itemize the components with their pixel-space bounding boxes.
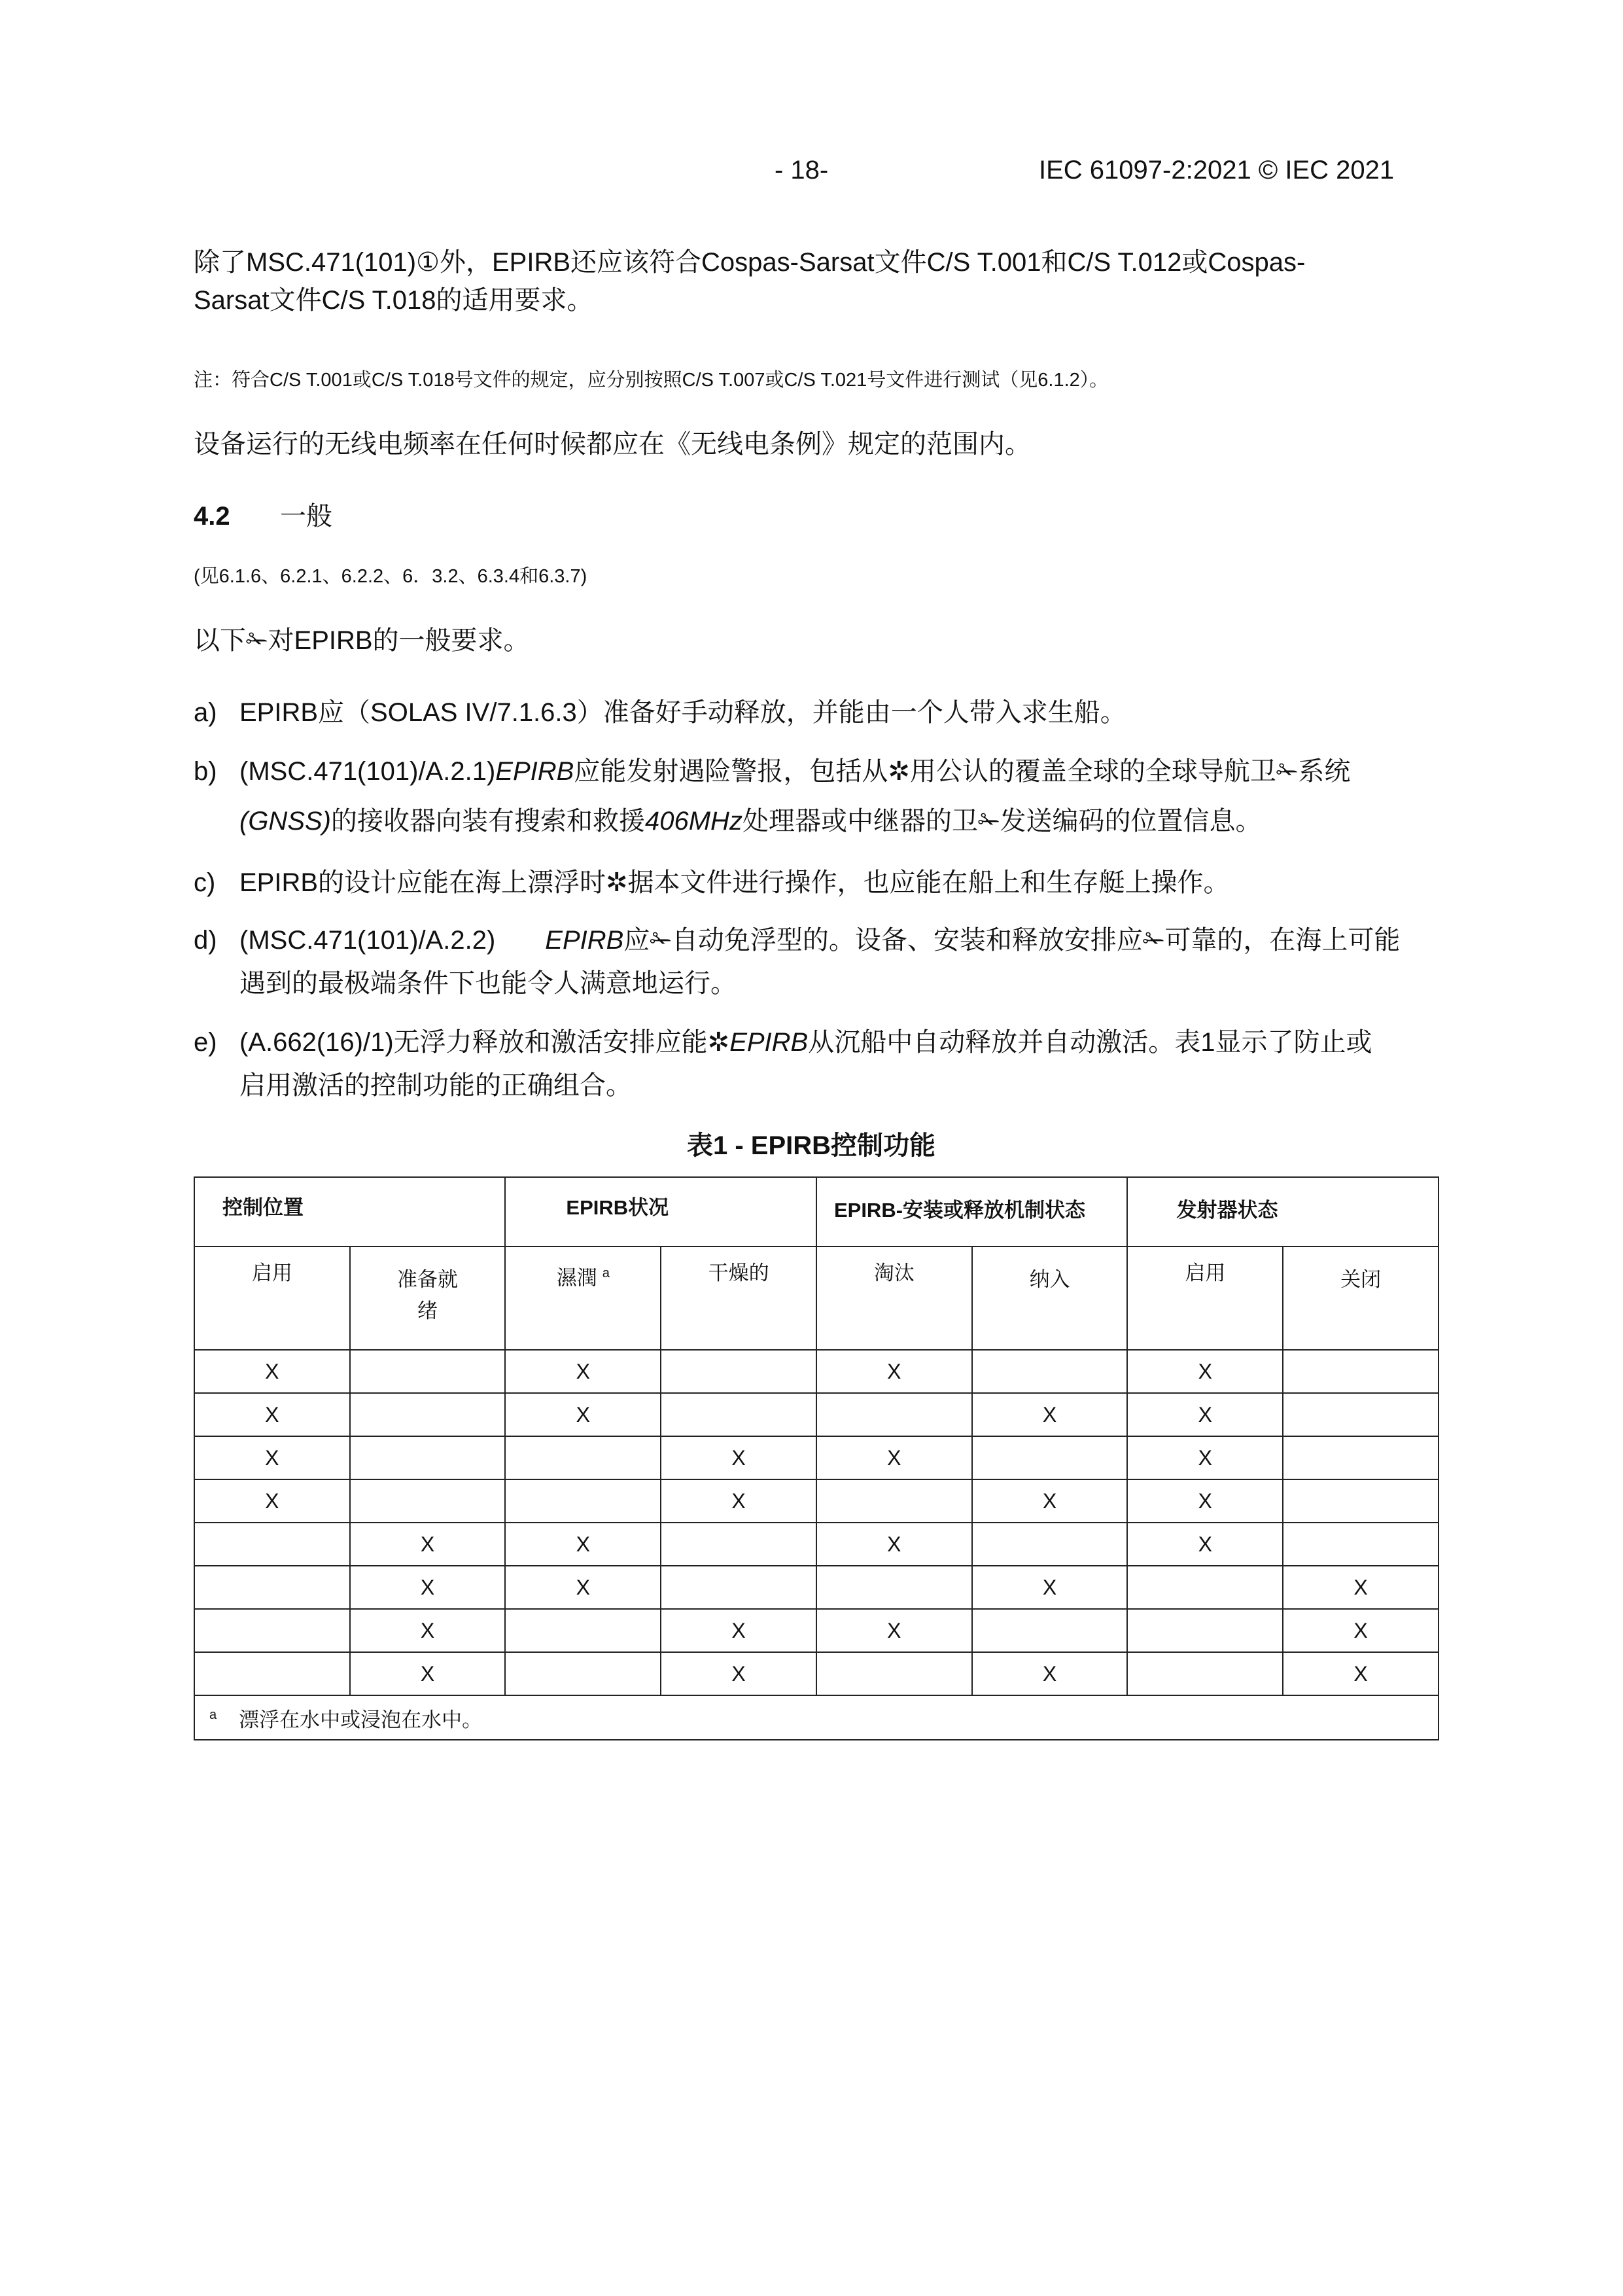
item-ref: (MSC.471(101)/A.2.2): [239, 926, 496, 955]
item-ref: (A.662(16)/1): [239, 1028, 394, 1057]
standard-reference: IEC 61097-2:2021 © IEC 2021: [1039, 156, 1395, 185]
item-text: 应✁自动免浮型的。设备、安装和释放安排应✁可靠的，在海上可能: [623, 926, 1401, 955]
intro-line-2: Sarsat文件C/S T.018的适用要求。: [194, 286, 593, 315]
radio-frequency-text: 设备运行的无线电频率在任何时候都应在《无线电条例》规定的范围内。: [194, 430, 1031, 459]
table-group-header-row: [194, 1177, 1439, 1246]
references: (见6.1.6、6.2.1、6.2.2、6．3.2、6.3.4和6.3.7): [194, 566, 587, 587]
note: 注：符合C/S T.001或C/S T.018号文件的规定，应分别按照C/S T.007或C/S T.021号文件进行测试（见6.1.2）。: [194, 370, 1109, 391]
item-italic: 406MHz: [645, 807, 742, 836]
section-number: 4.2: [194, 502, 230, 531]
section-title: 一般: [280, 502, 332, 531]
table-subheader-row: [194, 1246, 1439, 1350]
list-item-b-line-2: [239, 802, 1261, 840]
table-row: X X X X: [194, 1609, 1439, 1652]
item-italic: EPIRB: [545, 926, 624, 955]
item-text: 无浮力释放和激活安排应能✲: [393, 1028, 730, 1057]
item-italic: EPIRB: [495, 757, 574, 786]
list-item-e-line-1: [194, 1023, 1372, 1061]
table-row: X X X X: [194, 1350, 1439, 1393]
item-label: e): [194, 1028, 217, 1057]
subheader: 关闭: [1283, 1246, 1439, 1350]
table-row: X X X X: [194, 1436, 1439, 1479]
table-footnote: $^a$ 漂浮在水中或浸泡在水中。: [194, 1695, 1439, 1740]
item-label: a): [194, 698, 217, 727]
item-italic: (GNSS): [239, 807, 331, 836]
list-item-e-line-2: 启用激活的控制功能的正确组合。: [239, 1071, 632, 1100]
item-text: EPIRB应（SOLAS IV/7.1.6.3）准备好手动释放，并能由一个人带入求生船。: [239, 698, 1126, 727]
subheader: 启用: [1127, 1246, 1283, 1350]
group-header: EPIRB-安装或释放机制状态: [816, 1177, 1128, 1246]
item-label: b): [194, 757, 217, 786]
item-text: 的接收器向装有搜索和救援: [331, 807, 645, 836]
group-header: 控制位置: [194, 1177, 505, 1246]
list-item-d-line-2: 遇到的最极端条件下也能令人满意地运行。: [239, 969, 737, 998]
control-functions-table: [194, 1176, 1439, 1740]
group-header: 发射器状态: [1127, 1177, 1439, 1246]
table-caption: 表1 - EPIRB控制功能: [687, 1131, 936, 1160]
list-item-d-line-1: [194, 921, 1400, 959]
table-row: X X X X: [194, 1393, 1439, 1436]
lead-text: 以下✁对EPIRB的一般要求。: [194, 626, 530, 655]
table-row: X X X X: [194, 1652, 1439, 1695]
item-label: d): [194, 926, 217, 955]
item-text: EPIRB的设计应能在海上漂浮时✲据本文件进行操作，也应能在船上和生存艇上操作。: [239, 868, 1230, 897]
subheader: 纳入: [972, 1246, 1128, 1350]
table-row: X X X X: [194, 1479, 1439, 1523]
item-text: 应能发射遇险警报，包括从✲用公认的覆盖全球的全球导航卫✁系统: [574, 757, 1351, 786]
subheader: 濕潤 $^a$: [505, 1246, 661, 1350]
page-number: - 18-: [775, 156, 829, 185]
list-item-b-line-1: [194, 752, 1350, 790]
item-text: 从沉船中自动释放并自动激活。表1显示了防止或: [808, 1028, 1372, 1057]
table-row: X X X X: [194, 1523, 1439, 1566]
group-header: EPIRB状况: [505, 1177, 816, 1246]
item-ref: (MSC.471(101)/A.2.1): [239, 757, 496, 786]
subheader: 干燥的: [661, 1246, 816, 1350]
subheader: 启用: [194, 1246, 350, 1350]
subheader: 淘汰: [816, 1246, 972, 1350]
intro-line-1: 除了MSC.471(101)①外，EPIRB还应该符合Cospas-Sarsat文件C/S T.001和C/S T.012或Cospas-: [194, 248, 1306, 277]
table-row: X X X X: [194, 1566, 1439, 1609]
item-italic: EPIRB: [729, 1028, 809, 1057]
table-footnote-row: [194, 1695, 1439, 1740]
item-label: c): [194, 868, 216, 897]
subheader: 准备就 绪: [350, 1246, 506, 1350]
item-text: 处理器或中继器的卫✁发送编码的位置信息。: [742, 807, 1262, 836]
list-item-a: [194, 694, 1126, 732]
list-item-c: [194, 864, 1230, 902]
